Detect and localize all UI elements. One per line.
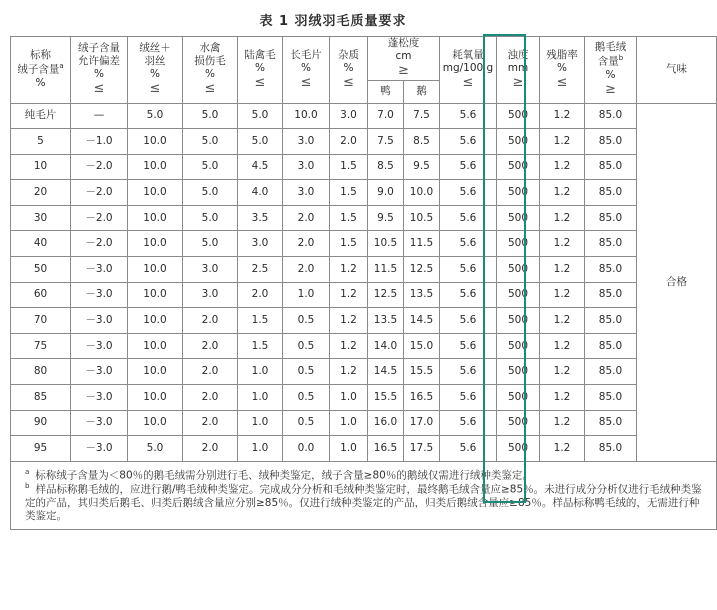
header-waterfowl-damaged-feather (183, 37, 238, 104)
cell-long-feather: 0.5 (283, 385, 330, 411)
cell-oxygen: 5.6 (440, 385, 497, 411)
cell-damaged: 2.0 (183, 333, 238, 359)
cell-fill-goose: 13.5 (404, 282, 440, 308)
table-row (11, 282, 717, 308)
cell-fill-goose: 12.5 (404, 257, 440, 283)
cell-impurity: 1.2 (330, 359, 368, 385)
table-row (11, 359, 717, 385)
header-line: 水禽 (199, 41, 221, 54)
header-line: mg/100 g (442, 61, 494, 74)
header-line: 绒丝＋ (139, 41, 171, 54)
cell-turbidity: 500 (497, 436, 540, 462)
cell-landfowl: 4.5 (238, 154, 283, 180)
cell-fiber: 10.0 (128, 154, 183, 180)
note-a-text: 标称绒子含量为＜80％的鹅毛绒需分别进行毛、绒种类鉴定，绒子含量≥80％的鹅绒仅需进行绒种类鉴定。 (35, 469, 533, 482)
cell-residual-fat: 1.2 (540, 308, 585, 334)
cell-landfowl: 1.5 (238, 308, 283, 334)
header-line: % (301, 61, 311, 74)
cell-deviation: －3.0 (71, 436, 128, 462)
cell-fiber: 5.0 (128, 103, 183, 129)
cell-landfowl: 4.0 (238, 180, 283, 206)
cell-fill-duck: 9.5 (368, 205, 404, 231)
cell-damaged: 2.0 (183, 410, 238, 436)
header-impurity (330, 37, 368, 104)
cell-goose-content: 85.0 (585, 231, 637, 257)
cell-impurity: 1.2 (330, 257, 368, 283)
header-line: 绒子含量 (78, 41, 120, 54)
cell-long-feather: 3.0 (283, 129, 330, 155)
header-line: 鹅毛绒 (594, 41, 627, 54)
header-fill-power-duck: 鸭 (368, 80, 404, 103)
cell-deviation: －3.0 (71, 385, 128, 411)
cell-impurity: 1.5 (330, 154, 368, 180)
cell-residual-fat: 1.2 (540, 180, 585, 206)
cell-damaged: 2.0 (183, 385, 238, 411)
cell-impurity: 1.5 (330, 205, 368, 231)
cell-oxygen: 5.6 (440, 205, 497, 231)
cell-oxygen: 5.6 (440, 333, 497, 359)
cell-fill-goose: 8.5 (404, 129, 440, 155)
cell-goose-content: 85.0 (585, 282, 637, 308)
cell-fill-duck: 7.5 (368, 129, 404, 155)
cell-fill-goose: 17.5 (404, 436, 440, 462)
cell-fill-duck: 13.5 (368, 308, 404, 334)
cell-residual-fat: 1.2 (540, 231, 585, 257)
cell-landfowl: 1.0 (238, 359, 283, 385)
header-long-feather (283, 37, 330, 104)
cell-fill-duck: 9.0 (368, 180, 404, 206)
table-row (11, 385, 717, 411)
table-body (11, 103, 717, 530)
header-line: 陆禽毛 (244, 48, 276, 61)
cell-fill-duck: 14.0 (368, 333, 404, 359)
cell-residual-fat: 1.2 (540, 436, 585, 462)
cell-nominal: 40 (11, 231, 71, 257)
header-line: % (35, 77, 46, 90)
cell-turbidity: 500 (497, 257, 540, 283)
cell-turbidity: 500 (497, 385, 540, 411)
cell-deviation: －3.0 (71, 308, 128, 334)
cell-nominal: 30 (11, 205, 71, 231)
cell-fill-duck: 10.5 (368, 231, 404, 257)
cell-damaged: 2.0 (183, 359, 238, 385)
cell-deviation: －3.0 (71, 359, 128, 385)
cell-damaged: 5.0 (183, 231, 238, 257)
cell-residual-fat: 1.2 (540, 282, 585, 308)
cell-long-feather: 3.0 (283, 180, 330, 206)
cell-fiber: 10.0 (128, 333, 183, 359)
cell-oxygen: 5.6 (440, 231, 497, 257)
cell-fill-duck: 7.0 (368, 103, 404, 129)
cell-residual-fat: 1.2 (540, 385, 585, 411)
cell-goose-content: 85.0 (585, 333, 637, 359)
header-footnote-mark: b (618, 54, 624, 63)
cell-residual-fat: 1.2 (540, 154, 585, 180)
header-line: 含量 (597, 55, 619, 68)
cell-fiber: 10.0 (128, 257, 183, 283)
cell-deviation: －3.0 (71, 333, 128, 359)
cell-deviation: －3.0 (71, 282, 128, 308)
cell-fiber: 10.0 (128, 410, 183, 436)
cell-impurity: 1.5 (330, 231, 368, 257)
cell-impurity: 1.2 (330, 282, 368, 308)
header-nominal-down-content (11, 37, 71, 104)
note-b (25, 482, 706, 523)
cell-fiber: 10.0 (128, 282, 183, 308)
cell-damaged: 5.0 (183, 103, 238, 129)
cell-nominal: 5 (11, 129, 71, 155)
header-line: 蓬松度 (387, 37, 420, 49)
header-line: mm (507, 61, 529, 74)
header-line: % (343, 61, 354, 74)
cell-oxygen: 5.6 (440, 103, 497, 129)
cell-oxygen: 5.6 (440, 257, 497, 283)
header-line: ≤ (254, 74, 266, 90)
header-line: % (205, 68, 215, 81)
cell-turbidity: 500 (497, 231, 540, 257)
table-row (11, 308, 717, 334)
cell-damaged: 3.0 (183, 257, 238, 283)
header-line: ≥ (512, 74, 524, 90)
cell-fiber: 10.0 (128, 129, 183, 155)
cell-fill-goose: 14.5 (404, 308, 440, 334)
cell-long-feather: 0.0 (283, 436, 330, 462)
header-fill-power-goose: 鹅 (404, 80, 440, 103)
cell-nominal: 60 (11, 282, 71, 308)
header-down-fiber-feather-fiber (128, 37, 183, 104)
cell-landfowl: 3.5 (238, 205, 283, 231)
cell-oxygen: 5.6 (440, 436, 497, 462)
cell-landfowl: 2.5 (238, 257, 283, 283)
header-line: 绒子含量 (17, 63, 60, 76)
cell-turbidity: 500 (497, 180, 540, 206)
cell-goose-content: 85.0 (585, 359, 637, 385)
cell-oxygen: 5.6 (440, 410, 497, 436)
cell-fill-goose: 17.0 (404, 410, 440, 436)
cell-oxygen: 5.6 (440, 129, 497, 155)
cell-goose-content: 85.0 (585, 154, 637, 180)
cell-nominal: 70 (11, 308, 71, 334)
cell-goose-content: 85.0 (585, 180, 637, 206)
cell-fiber: 10.0 (128, 231, 183, 257)
header-line: ≤ (343, 74, 354, 90)
cell-damaged: 3.0 (183, 282, 238, 308)
cell-turbidity: 500 (497, 129, 540, 155)
cell-long-feather: 2.0 (283, 257, 330, 283)
header-odor: 气味 (637, 37, 717, 104)
header-line: ≤ (204, 81, 216, 97)
cell-odor: 合格 (637, 103, 717, 461)
cell-turbidity: 500 (497, 333, 540, 359)
cell-long-feather: 2.0 (283, 205, 330, 231)
header-goose-content (585, 37, 637, 104)
cell-nominal: 80 (11, 359, 71, 385)
header-line: 浊度 (507, 48, 529, 61)
header-turbidity (497, 37, 540, 104)
cell-nominal: 90 (11, 410, 71, 436)
table-header (11, 37, 717, 104)
cell-landfowl: 1.0 (238, 436, 283, 462)
cell-fill-duck: 14.5 (368, 359, 404, 385)
cell-goose-content: 85.0 (585, 257, 637, 283)
header-line: 长毛片 (290, 48, 322, 61)
header-line: % (557, 61, 567, 74)
cell-landfowl: 1.0 (238, 410, 283, 436)
cell-deviation: －3.0 (71, 257, 128, 283)
cell-nominal: 20 (11, 180, 71, 206)
cell-goose-content: 85.0 (585, 103, 637, 129)
cell-fill-goose: 10.0 (404, 180, 440, 206)
cell-fill-duck: 15.5 (368, 385, 404, 411)
cell-turbidity: 500 (497, 154, 540, 180)
cell-impurity: 1.5 (330, 180, 368, 206)
header-line: 损伤毛 (194, 55, 226, 68)
cell-landfowl: 5.0 (238, 129, 283, 155)
table-row (11, 103, 717, 129)
header-line: ≥ (398, 63, 409, 79)
header-line: 耗氧量 (452, 48, 484, 61)
cell-nominal: 纯毛片 (11, 103, 71, 129)
cell-turbidity: 500 (497, 308, 540, 334)
header-line: 允许偏差 (78, 55, 120, 68)
cell-long-feather: 10.0 (283, 103, 330, 129)
cell-fill-duck: 12.5 (368, 282, 404, 308)
cell-nominal: 10 (11, 154, 71, 180)
header-footnote-mark: a (59, 62, 64, 71)
header-line: ≤ (149, 81, 161, 97)
note-a-mark: a (25, 467, 30, 476)
cell-turbidity: 500 (497, 359, 540, 385)
cell-turbidity: 500 (497, 103, 540, 129)
cell-oxygen: 5.6 (440, 282, 497, 308)
cell-residual-fat: 1.2 (540, 333, 585, 359)
cell-residual-fat: 1.2 (540, 410, 585, 436)
cell-impurity: 1.2 (330, 308, 368, 334)
cell-deviation: －2.0 (71, 231, 128, 257)
cell-oxygen: 5.6 (440, 180, 497, 206)
note-b-text: 样品标称鹅毛绒的，应进行鹅/鸭毛绒种类鉴定。完成成分分析和毛绒种类鉴定时，最终鹅毛绒含量应≥85％。未进行成分分析仅进行毛绒种类鉴定的产品，其归类后鹅毛、归类后鹅绒含量应分别≥85％。仅进行绒种类鉴定的产品，归类后鹅绒含量应≥85％。样品标称鸭毛绒的，无需进行种类鉴定。 (25, 483, 702, 523)
cell-damaged: 5.0 (183, 129, 238, 155)
cell-goose-content: 85.0 (585, 436, 637, 462)
cell-fiber: 10.0 (128, 205, 183, 231)
cell-deviation: －2.0 (71, 154, 128, 180)
cell-damaged: 5.0 (183, 180, 238, 206)
cell-impurity: 1.2 (330, 333, 368, 359)
header-line: % (605, 68, 616, 81)
cell-fill-goose: 7.5 (404, 103, 440, 129)
notes-row (11, 461, 717, 530)
cell-impurity: 1.0 (330, 436, 368, 462)
cell-fiber: 10.0 (128, 359, 183, 385)
cell-deviation: －3.0 (71, 410, 128, 436)
header-line: 残脂率 (546, 48, 578, 61)
cell-goose-content: 85.0 (585, 410, 637, 436)
header-line: ≥ (605, 82, 616, 98)
table-notes (11, 461, 717, 530)
cell-impurity: 1.0 (330, 385, 368, 411)
cell-oxygen: 5.6 (440, 308, 497, 334)
cell-goose-content: 85.0 (585, 129, 637, 155)
cell-residual-fat: 1.2 (540, 205, 585, 231)
cell-deviation: －1.0 (71, 129, 128, 155)
cell-oxygen: 5.6 (440, 359, 497, 385)
header-line: 杂质 (338, 48, 359, 61)
cell-fiber: 5.0 (128, 436, 183, 462)
cell-fill-duck: 11.5 (368, 257, 404, 283)
table-row (11, 154, 717, 180)
cell-impurity: 2.0 (330, 129, 368, 155)
header-line: ≤ (462, 74, 474, 90)
quality-requirements-table (10, 36, 717, 530)
header-line: % (150, 68, 160, 81)
note-b-mark: b (25, 482, 30, 491)
cell-fill-duck: 16.5 (368, 436, 404, 462)
cell-goose-content: 85.0 (585, 308, 637, 334)
cell-oxygen: 5.6 (440, 154, 497, 180)
cell-fill-duck: 16.0 (368, 410, 404, 436)
cell-long-feather: 0.5 (283, 410, 330, 436)
header-line: 羽丝 (144, 55, 166, 68)
header-oxygen-consumption (440, 37, 497, 104)
cell-turbidity: 500 (497, 410, 540, 436)
cell-residual-fat: 1.2 (540, 257, 585, 283)
cell-fiber: 10.0 (128, 308, 183, 334)
cell-long-feather: 3.0 (283, 154, 330, 180)
header-landfowl-feather (238, 37, 283, 104)
header-line: 标称 (30, 49, 51, 62)
cell-landfowl: 5.0 (238, 103, 283, 129)
table-row (11, 205, 717, 231)
table-row (11, 231, 717, 257)
cell-nominal: 75 (11, 333, 71, 359)
header-line: cm (395, 50, 412, 63)
cell-long-feather: 0.5 (283, 308, 330, 334)
cell-fiber: 10.0 (128, 180, 183, 206)
cell-damaged: 5.0 (183, 205, 238, 231)
cell-turbidity: 500 (497, 205, 540, 231)
cell-fill-goose: 15.5 (404, 359, 440, 385)
table-row (11, 257, 717, 283)
header-line: ≤ (93, 81, 105, 97)
cell-fill-goose: 11.5 (404, 231, 440, 257)
cell-damaged: 2.0 (183, 436, 238, 462)
cell-long-feather: 0.5 (283, 359, 330, 385)
header-line: ≤ (300, 74, 312, 90)
cell-landfowl: 2.0 (238, 282, 283, 308)
cell-long-feather: 1.0 (283, 282, 330, 308)
note-a (25, 468, 706, 483)
table-row (11, 129, 717, 155)
table-row (11, 333, 717, 359)
cell-deviation: －2.0 (71, 180, 128, 206)
cell-turbidity: 500 (497, 282, 540, 308)
cell-long-feather: 2.0 (283, 231, 330, 257)
header-allowed-deviation (71, 37, 128, 104)
cell-long-feather: 0.5 (283, 333, 330, 359)
cell-fiber: 10.0 (128, 385, 183, 411)
cell-impurity: 1.0 (330, 410, 368, 436)
cell-residual-fat: 1.2 (540, 103, 585, 129)
cell-damaged: 2.0 (183, 308, 238, 334)
cell-deviation: －2.0 (71, 205, 128, 231)
table-row (11, 410, 717, 436)
table-title: 表 1 羽绒羽毛质量要求 (259, 14, 407, 29)
header-line: ≤ (556, 74, 568, 90)
cell-fill-goose: 10.5 (404, 205, 440, 231)
header-residual-fat (540, 37, 585, 104)
cell-impurity: 3.0 (330, 103, 368, 129)
cell-fill-goose: 15.0 (404, 333, 440, 359)
cell-deviation: — (71, 103, 128, 129)
cell-damaged: 5.0 (183, 154, 238, 180)
cell-fill-goose: 9.5 (404, 154, 440, 180)
cell-nominal: 95 (11, 436, 71, 462)
cell-landfowl: 1.0 (238, 385, 283, 411)
cell-goose-content: 85.0 (585, 205, 637, 231)
cell-nominal: 50 (11, 257, 71, 283)
cell-nominal: 85 (11, 385, 71, 411)
cell-landfowl: 3.0 (238, 231, 283, 257)
cell-landfowl: 1.5 (238, 333, 283, 359)
header-line: % (94, 68, 104, 81)
table-row (11, 180, 717, 206)
header-fill-power (368, 37, 440, 81)
cell-residual-fat: 1.2 (540, 129, 585, 155)
cell-goose-content: 85.0 (585, 385, 637, 411)
cell-fill-duck: 8.5 (368, 154, 404, 180)
cell-residual-fat: 1.2 (540, 359, 585, 385)
header-line: % (255, 61, 265, 74)
table-row (11, 436, 717, 462)
cell-fill-goose: 16.5 (404, 385, 440, 411)
